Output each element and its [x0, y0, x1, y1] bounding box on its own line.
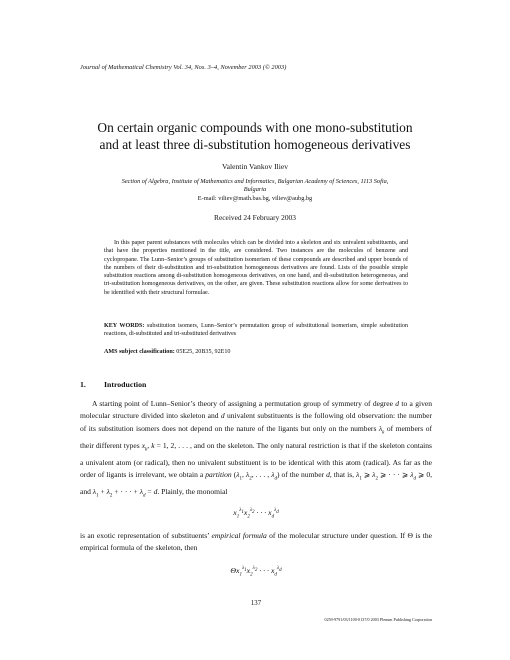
affiliation-line-2: Bulgaria	[243, 186, 267, 194]
copyright-footer: 0259-9791/03/1100-0137/0 2003 Plenum Publishing Corporation	[324, 617, 432, 622]
title-line-2: and at least three di-substitution homogeneous derivatives	[99, 136, 411, 152]
section-title: Introduction	[104, 380, 147, 389]
ams-text: 05E25, 20B35, 92E10	[176, 349, 231, 355]
equation-empirical: $\Theta x_1^{\lambda_1}x_2^{\lambda_2}$ · · · $x_d^{\lambda_d}$	[230, 566, 282, 578]
paper-title	[60, 120, 450, 153]
keywords-text: substitution isomers, Lunn–Senior’s permutation group of substitutional isomerism, simple substitution reactions, di-substituted and tri-substituted derivatives	[104, 323, 408, 338]
introduction-text-continued	[80, 530, 432, 555]
paragraph: A starting point of Lunn–Senior’s theory of assigning a permutation group of symmetry of degree d to a given molecular structure divided into skeleton and d univalent substituents is the following old observation: the number of its substitution isomers does not depend on the nature of the ligants but only on the numbers $\lambda_k$ of members of their different types $x_k$, k = 1, 2, . . . , and on the skeleton. The only natural restriction is that if the skeleton contains a univalent atom (or radical), then no univalent substituent is to be identical with this atom (radical). As far as the order of ligants is irrelevant, we obtain a partition ($\lambda_1$, $\lambda_2$, . . . , $\lambda_d$) of the number d, that is, $\lambda_1$ ⩾ $\lambda_2$ ⩾ · · · ⩾ $\lambda_d$ ⩾ 0, and $\lambda_1 + \lambda_2$ + · · · + $\lambda_d = d$. Plainly, the monomial	[80, 399, 433, 499]
journal-header: Journal of Mathematical Chemistry Vol. 34, Nos. 3–4, November 2003 (© 2003)	[80, 64, 287, 71]
title-line-1: On certain organic compounds with one mono-substitution	[97, 120, 413, 135]
section-number: 1.	[80, 380, 86, 389]
keywords	[104, 322, 408, 339]
affiliation	[74, 178, 436, 195]
equation-monomial: $x_1^{\lambda_1}x_2^{\lambda_2}$ · · · $x_d^{\lambda_d}$	[233, 508, 279, 520]
author-email: E-mail: viliev@math.bas.bg, viliev@aubg.bg	[197, 195, 313, 202]
ams-label: AMS subject classification:	[104, 349, 175, 355]
keywords-label: KEY WORDS:	[104, 323, 145, 329]
section-heading	[80, 380, 146, 389]
received-date: Received 24 February 2003	[214, 213, 296, 222]
page-number: 137	[250, 600, 262, 607]
author-name: Valentin Vankov Iliev	[221, 162, 289, 171]
affiliation-line-1: Section of Algebra, Institute of Mathematics and Informatics, Bulgarian Academy of Sciences, 1113 Sofia,	[121, 178, 389, 185]
ams-classification	[104, 348, 408, 356]
paragraph: is an exotic representation of substituents’ empirical formula of the molecular structure under question. If Θ is the empirical formula of the skeleton, then	[80, 531, 433, 553]
introduction-text	[80, 398, 432, 503]
abstract: In this paper parent substances with molecules which can be divided into a skeleton and six univalent substituents, and that have the properties mentioned in the title, are considered. Two instances are the molecules of benzene and cyclopropane. The Lunn–Senior’s groups of substitution isomerism of these compounds are described and upper bounds of the numbers of their di-substitution and tri-substitution homogeneous derivatives are found. Lists of the possible simple substitution reactions among di-substitution homogeneous derivatives, on one hand, and di-substitution heterogeneous, and tri-substitution homogeneous derivatives, on the other, are given. These substitution reactions allow for some derivatives to be identified with their structural formulae.	[104, 240, 408, 296]
